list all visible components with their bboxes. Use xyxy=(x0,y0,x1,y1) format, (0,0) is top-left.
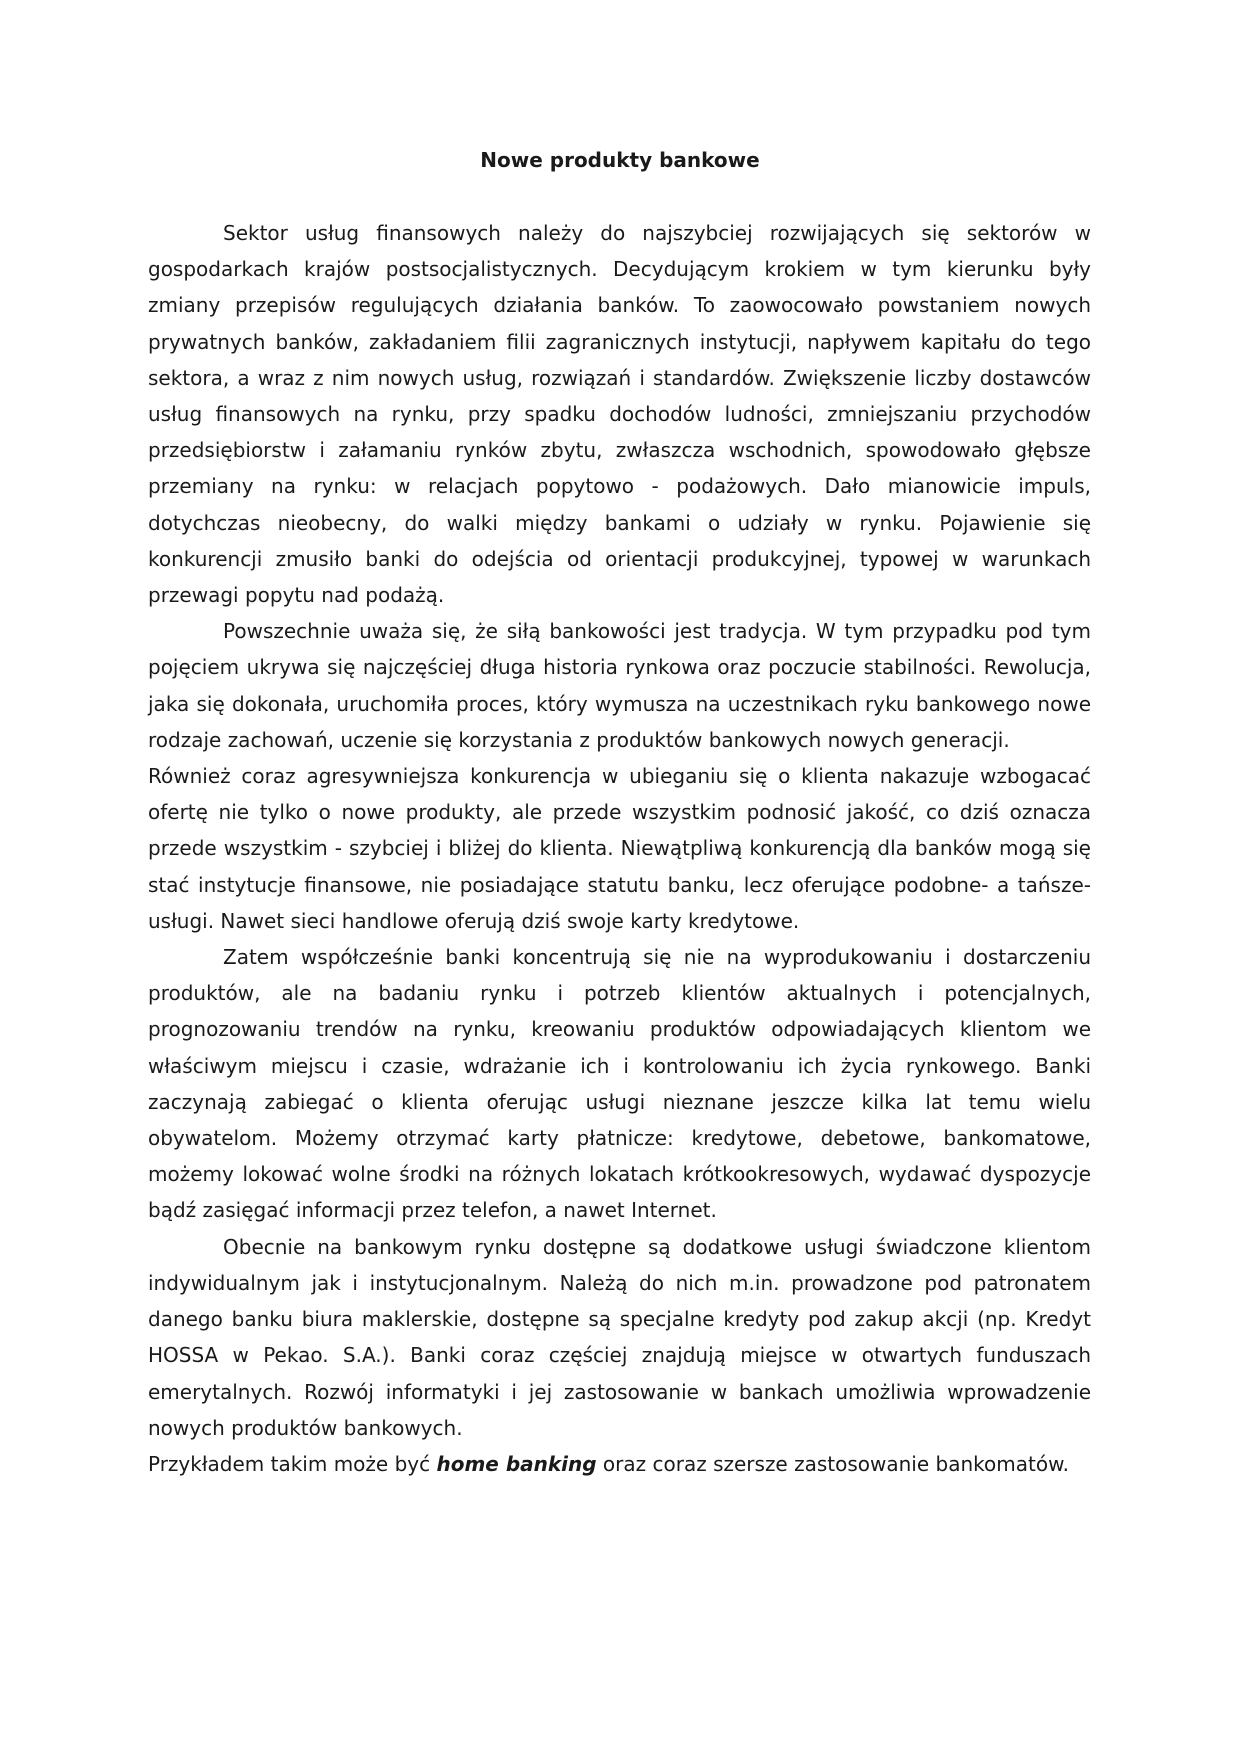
emphasized-term: home banking xyxy=(436,1451,597,1476)
paragraph-6-text-start: Przykładem takim może być xyxy=(148,1451,437,1476)
document-body xyxy=(148,215,1091,1482)
paragraph-5: Obecnie na bankowym rynku dostępne są dodatkowe usługi świadczone klientom indywidualnym jak i instytucjonalnym. Należą do nich m.in. prowadzone pod patronatem danego banku biura maklerskie, dostępne są specjalne kredyty pod zakup akcji (np. Kredyt HOSSA w Pekao. S.A.). Banki coraz częściej znajdują miejsce w otwartych funduszach emerytalnych. Rozwój informatyki i jej zastosowanie w bankach umożliwia wprowadzenie nowych produktów bankowych. xyxy=(148,1234,1091,1440)
document-title: Nowe produkty bankowe xyxy=(480,148,760,172)
paragraph-6 xyxy=(148,1446,1091,1482)
paragraph-3: Również coraz agresywniejsza konkurencja w ubieganiu się o klienta nakazuje wzbogacać ofertę nie tylko o nowe produkty, ale przede wszystkim podnosić jakość, co dziś oznacza przede wszystkim - szybciej i bliżej do klienta. Niewątpliwą konkurencją dla banków mogą się stać instytucje finansowe, nie posiadające statutu banku, lecz oferujące podobne- a tańsze- usługi. Nawet sieci handlowe oferują dziś swoje karty kredytowe. xyxy=(148,764,1091,933)
paragraph-2: Powszechnie uważa się, że siłą bankowości jest tradycja. W tym przypadku pod tym pojęciem ukrywa się najczęściej długa historia rynkowa oraz poczucie stabilności. Rewolucja, jaka się dokonała, uruchomiła proces, który wymusza na uczestnikach ryku bankowego nowe rodzaje zachowań, uczenie się korzystania z produktów bankowych nowych generacji. xyxy=(148,619,1091,752)
paragraph-6-text-end: oraz coraz szersze zastosowanie bankomatów. xyxy=(596,1451,1069,1476)
paragraph-4: Zatem współcześnie banki koncentrują się nie na wyprodukowaniu i dostarczeniu produktów, ale na badaniu rynku i potrzeb klientów aktualnych i potencjalnych, prognozowaniu trendów na rynku, kreowaniu produktów odpowiadających klientom we właściwym miejscu i czasie, wdrażanie ich i kontrolowaniu ich życia rynkowego. Banki zaczynają zabiegać o klienta oferując usługi nieznane jeszcze kilka lat temu wielu obywatelom. Możemy otrzymać karty płatnicze: kredytowe, debetowe, bankomatowe, możemy lokować wolne środki na różnych lokatach krótkookresowych, wydawać dyspozycje bądź zasięgać informacji przez telefon, a nawet Internet. xyxy=(148,945,1091,1223)
paragraph-1: Sektor usług finansowych należy do najszybciej rozwijających się sektorów w gospodarkach krajów postsocjalistycznych. Decydującym krokiem w tym kierunku były zmiany przepisów regulujących działania banków. To zaowocowało powstaniem nowych prywatnych banków, zakładaniem filii zagranicznych instytucji, napływem kapitału do tego sektora, a wraz z nim nowych usług, rozwiązań i standardów. Zwiększenie liczby dostawców usług finansowych na rynku, przy spadku dochodów ludności, zmniejszaniu przychodów przedsiębiorstw i załamaniu rynków zbytu, zwłaszcza wschodnich, spowodowało głębsze przemiany na rynku: w relacjach popytowo - podażowych. Dało mianowicie impuls, dotychczas nieobecny, do walki między bankami o udziały w rynku. Pojawienie się konkurencji zmusiło banki do odejścia od orientacji produkcyjnej, typowej w warunkach przewagi popytu nad podażą. xyxy=(148,221,1091,608)
